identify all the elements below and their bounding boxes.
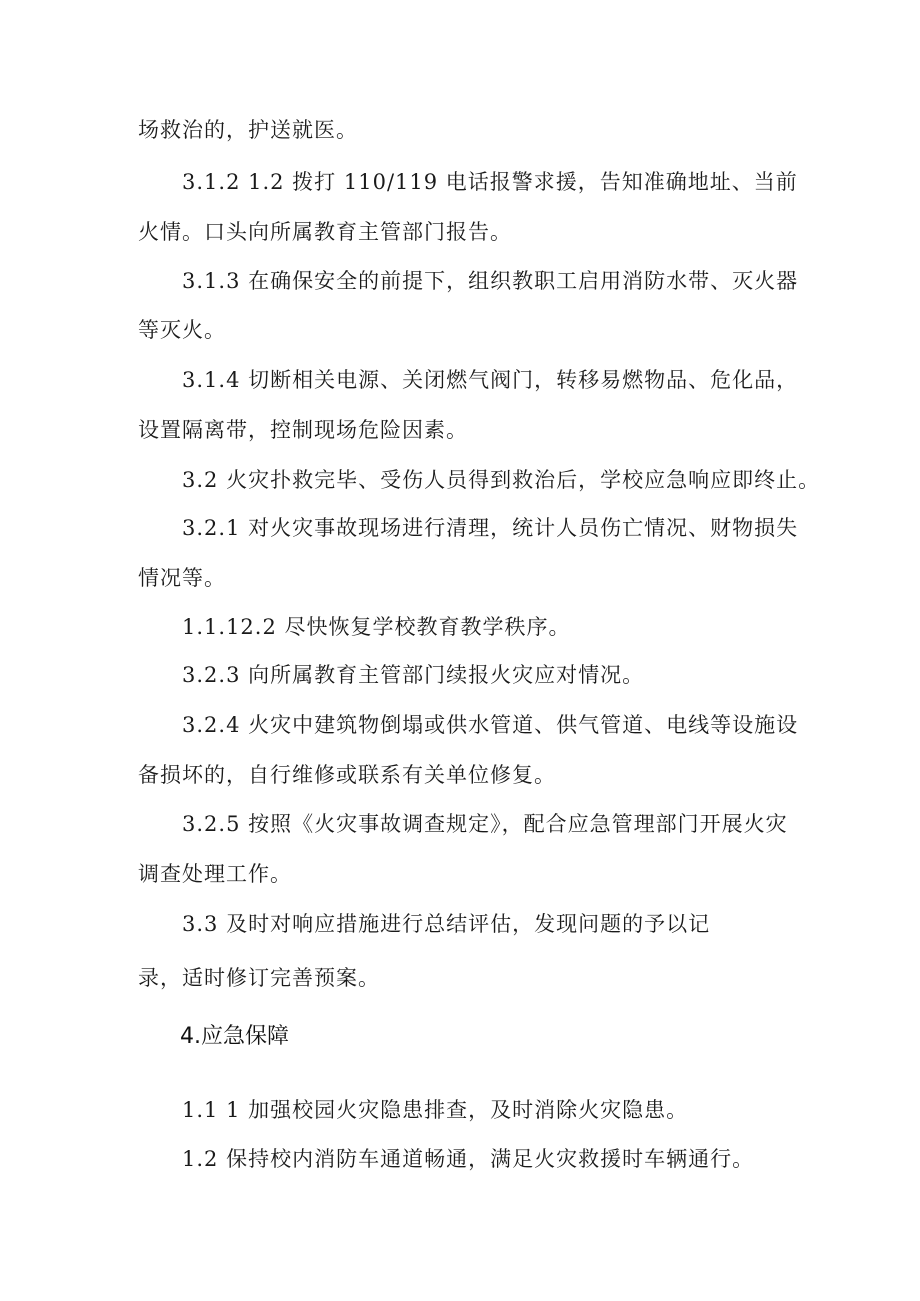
paragraph-line: 3.1.4 切断相关电源、关闭燃气阀门，转移易燃物品、危化品，: [182, 368, 799, 392]
paragraph-line: 等灭火。: [138, 318, 226, 342]
paragraph-line: 情况等。: [138, 566, 226, 590]
paragraph-line: 设置隔离带，控制现场危险因素。: [138, 418, 468, 442]
section-heading: 4.应急保障: [180, 1024, 289, 1049]
paragraph-line: 1.1.12.2 尽快恢复学校教育教学秩序。: [182, 615, 571, 639]
paragraph-line: 场救治的，护送就医。: [138, 118, 358, 142]
paragraph-line: 3.1.2 1.2 拨打 110/119 电话报警求援，告知准确地址、当前: [182, 170, 798, 194]
paragraph-line: 调查处理工作。: [138, 862, 292, 886]
paragraph-line: 3.2.1 对火灾事故现场进行清理，统计人员伤亡情况、财物损失: [182, 516, 799, 540]
paragraph-line: 3.1.3 在确保安全的前提下，组织教职工启用消防水带、灭火器: [182, 269, 799, 293]
paragraph-line: 备损坏的，自行维修或联系有关单位修复。: [138, 763, 556, 787]
paragraph-line: 3.2.3 向所属教育主管部门续报火灾应对情况。: [182, 663, 645, 687]
paragraph-line: 3.2.4 火灾中建筑物倒塌或供水管道、供气管道、电线等设施设: [182, 713, 799, 737]
paragraph-line: 火情。口头向所属教育主管部门报告。: [138, 220, 512, 244]
paragraph-line: 录，适时修订完善预案。: [138, 966, 380, 990]
paragraph-line: 3.2 火灾扑救完毕、受伤人员得到救治后，学校应急响应即终止。: [182, 468, 821, 492]
paragraph-line: 1.2 保持校内消防车通道畅通，满足火灾救援时车辆通行。: [182, 1147, 755, 1171]
paragraph-line: 1.1 1 加强校园火灾隐患排查，及时消除火灾隐患。: [182, 1098, 689, 1122]
paragraph-line: 3.3 及时对响应措施进行总结评估，发现问题的予以记: [182, 912, 711, 936]
paragraph-line: 3.2.5 按照《火灾事故调查规定》，配合应急管理部门开展火灾: [182, 812, 788, 836]
